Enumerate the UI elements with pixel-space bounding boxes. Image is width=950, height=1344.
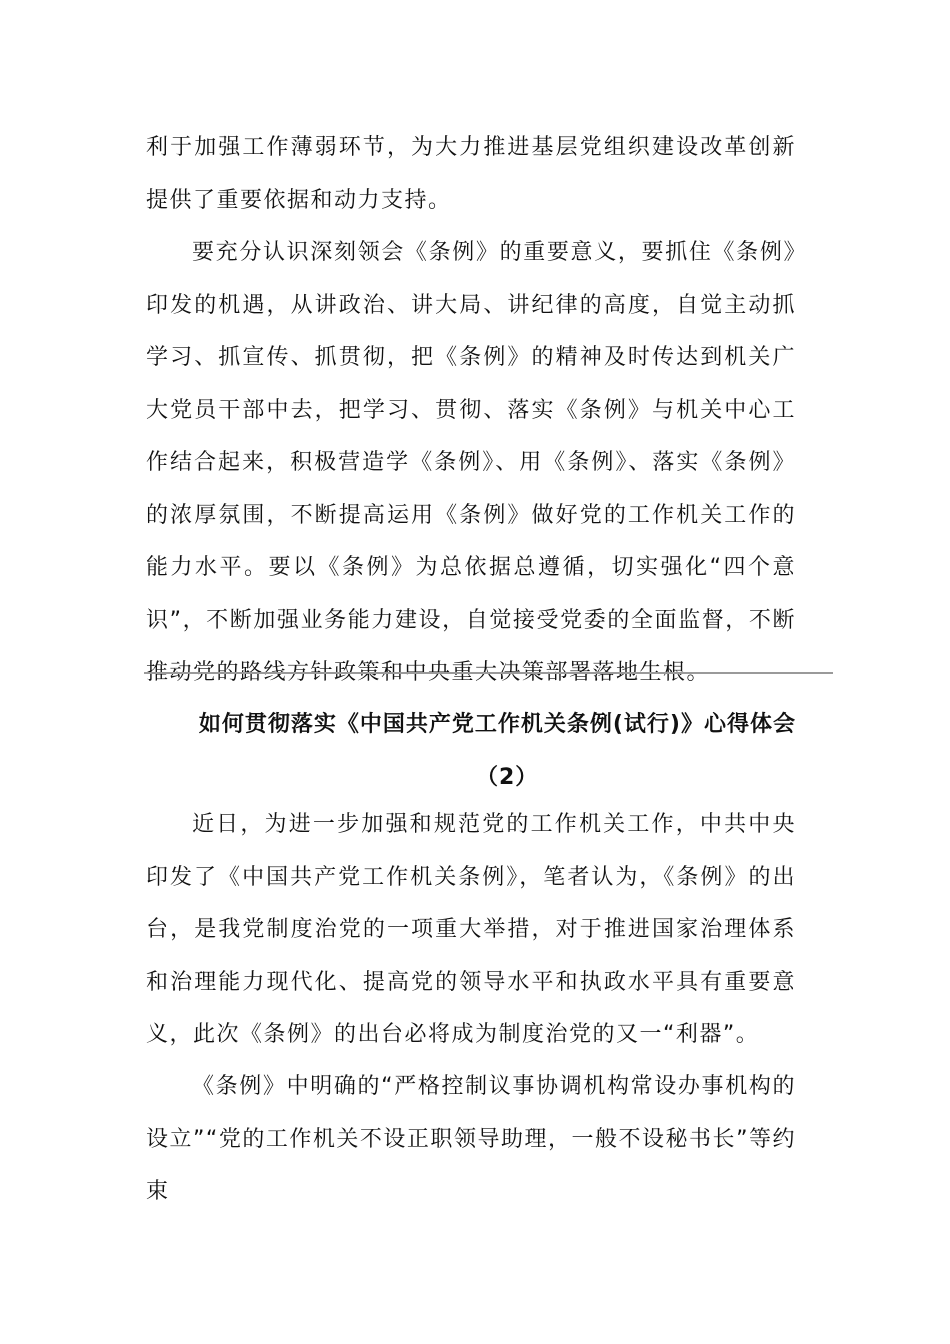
paragraph-study-regulations: 要充分认识深刻领会《条例》的重要意义，要抓住《条例》印发的机遇，从讲政治、讲大局、讲纪律的高度，自觉主动抓学习、抓宣传、抓贯彻，把《条例》的精神及时传达到机关广大党员干部中去，把学习、贯彻、落实《条例》与机关中心工作结合起来，积极营造学《条例》、用《条例》、落实《条例》的浓厚氛围，不断提高运用《条例》做好党的工作机关工作的能力水平。要以《条例》为总依据总遵循，切实强化“四个意识”，不断加强业务能力建设，自觉接受党委的全面监督，不断推动党的路线方针政策和中央重大决策部署落地生根。 — [146, 240, 796, 685]
article-title-number: （2） — [476, 765, 539, 790]
paragraph-continuation: 利于加强工作薄弱环节，为大力推进基层党组织建设改革创新提供了重要依据和动力支持。 — [146, 135, 796, 213]
section-divider — [144, 672, 833, 674]
paragraph-constraints: 《条例》中明确的“严格控制议事协调机构常设办事机构的设立”“党的工作机关不设正职领导助理，一般不设秘书长”等约束 — [146, 1074, 796, 1204]
article-title: 如何贯彻落实《中国共产党工作机关条例(试行)》心得体会 — [198, 712, 796, 737]
paragraph-introduction: 近日，为进一步加强和规范党的工作机关工作，中共中央印发了《中国共产党工作机关条例》，笔者认为，《条例》的出台，是我党制度治党的一项重大举措，对于推进国家治理体系和治理能力现代化、提高党的领导水平和执政水平具有重要意义，此次《条例》的出台必将成为制度治党的又一“利器”。 — [146, 812, 796, 1047]
